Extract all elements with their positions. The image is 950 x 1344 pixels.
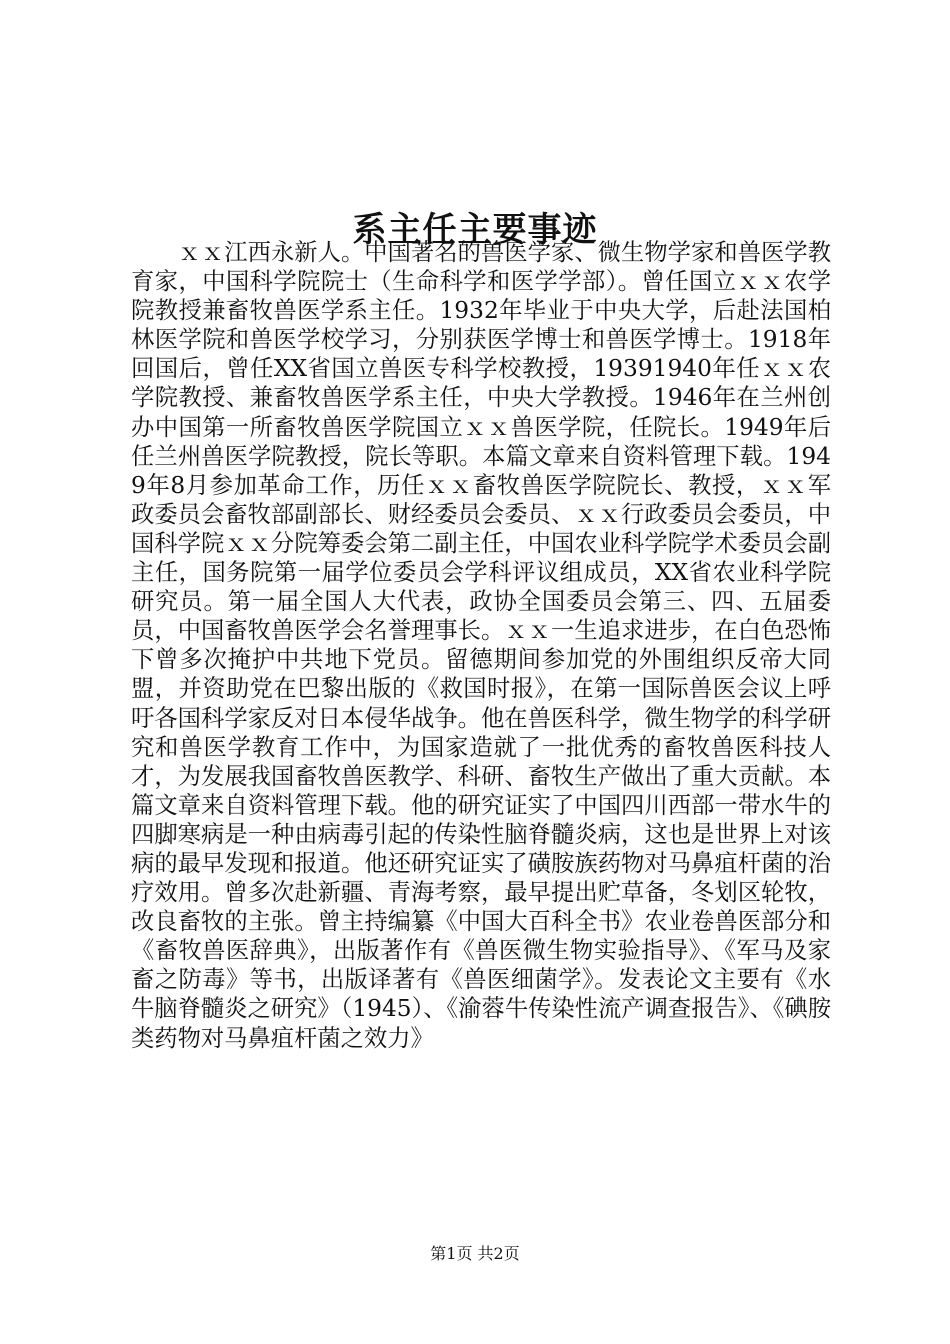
page-number-footer: 第1页 共2页 [430, 1244, 520, 1263]
document-body-paragraph: ｘｘ江西永新人。中国著名的兽医学家、微生物学家和兽医学教育家，中国科学院院士（生命科学和医学学部）。曾任国立ｘｘ农学院教授兼畜牧兽医学系主任。1932年毕业于中央大学，后赴法国柏林医学院和兽医学校学习，分别获医学博士和兽医学博士。1918年回国后，曾任XX省国立兽医专科学校教授，19391940年任ｘｘ农学院教授、兼畜牧兽医学系主任，中央大学教授。1946年在兰州创办中国第一所畜牧兽医学院国立ｘｘ兽医学院，任院长。1949年后任兰州兽医学院教授，院长等职。本篇文章来自资料管理下载。1949年8月参加革命工作，历任ｘｘ畜牧兽医学院院长、教授，ｘｘ军政委员会畜牧部副部长、财经委员会委员、ｘｘ行政委员会委员，中国科学院ｘｘ分院筹委会第二副主任，中国农业科学院学术委员会副主任，国务院第一届学位委员会学科评议组成员，XX省农业科学院研究员。第一届全国人大代表，政协全国委员会第三、四、五届委员，中国畜牧兽医学会名誉理事长。ｘｘ一生追求进步，在白色恐怖下曾多次掩护中共地下党员。留德期间参加党的外围组织反帝大同盟，并资助党在巴黎出版的《救国时报》，在第一国际兽医会议上呼吁各国科学家反对日本侵华战争。他在兽医科学，微生物学的科学研究和兽医学教育工作中，为国家造就了一批优秀的畜牧兽医科技人才，为发展我国畜牧兽医教学、科研、畜牧生产做出了重大贡献。本篇文章来自资料管理下载。他的研究证实了中国四川西部一带水牛的四脚寒病是一种由病毒引起的传染性脑脊髓炎病，这也是世界上对该病的最早发现和报道。他还研究证实了磺胺族药物对马鼻疽杆菌的治疗效用。曾多次赴新疆、青海考察，最早提出贮草备，冬划区轮牧，改良畜牧的主张。曾主持编纂《中国大百科全书》农业卷兽医部分和《畜牧兽医辞典》，出版著作有《兽医微生物实验指导》、《军马及家畜之防毒》等书，出版译著有《兽医细菌学》。发表论文主要有《水牛脑脊髓炎之研究》（1945）、《渝蓉牛传染性流产调查报告》、《碘胺类药物对马鼻疽杆菌之效力》 [131, 239, 831, 1052]
document-title: 系主任主要事迹 [352, 209, 598, 250]
